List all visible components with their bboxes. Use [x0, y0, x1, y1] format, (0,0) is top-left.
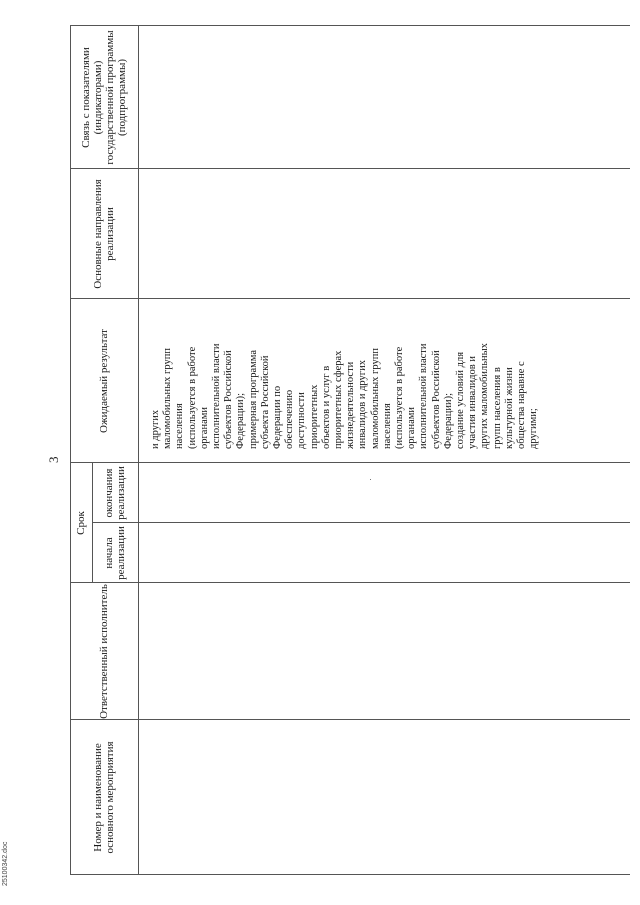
col-divider-4 — [70, 462, 630, 463]
document-file-code: 25100342.doc — [2, 841, 9, 886]
table-right-border — [70, 25, 630, 26]
col-divider-3 — [92, 522, 630, 523]
page-number: 3 — [46, 456, 61, 463]
rotated-page — [46, 25, 630, 875]
scan-speck — [370, 479, 371, 480]
expected-result-text: и других маломобильных групп населения (используется в работе органами исполнительной власти субъектов Российской Федерации); примерная программа субъекта Российской Федерации по обеспечению доступности приоритетных объектов и услуг в приоритетных сферах жизнедеятельности инвалидов и других маломобильных групп населения (используется в работе органами исполнительной власти субъектов Российской Федерации); создание условий для участия инвалидов и других маломобильных групп населения в культурной жизни общества наравне с другими; — [150, 343, 540, 449]
header-indicators-link: Связь с показателями (индикаторами) государственной программы (подпрограммы) — [80, 30, 128, 165]
header-executor: Ответственный исполнитель — [98, 584, 110, 719]
col-divider-2 — [70, 582, 630, 583]
header-term-end: окончания реализации — [103, 466, 127, 520]
header-main-directions: Основные направления реализации — [92, 179, 116, 289]
table-header-bottom-border — [138, 25, 139, 875]
header-event-name: Номер и наименование основного мероприятия — [92, 741, 116, 854]
header-term-start: начала реализации — [103, 526, 127, 580]
header-term: Срок — [75, 511, 87, 535]
col-divider-1 — [70, 719, 630, 720]
table-left-border — [70, 874, 630, 875]
header-expected-result: Ожидаемый результат — [98, 329, 110, 433]
col-divider-6 — [70, 168, 630, 169]
